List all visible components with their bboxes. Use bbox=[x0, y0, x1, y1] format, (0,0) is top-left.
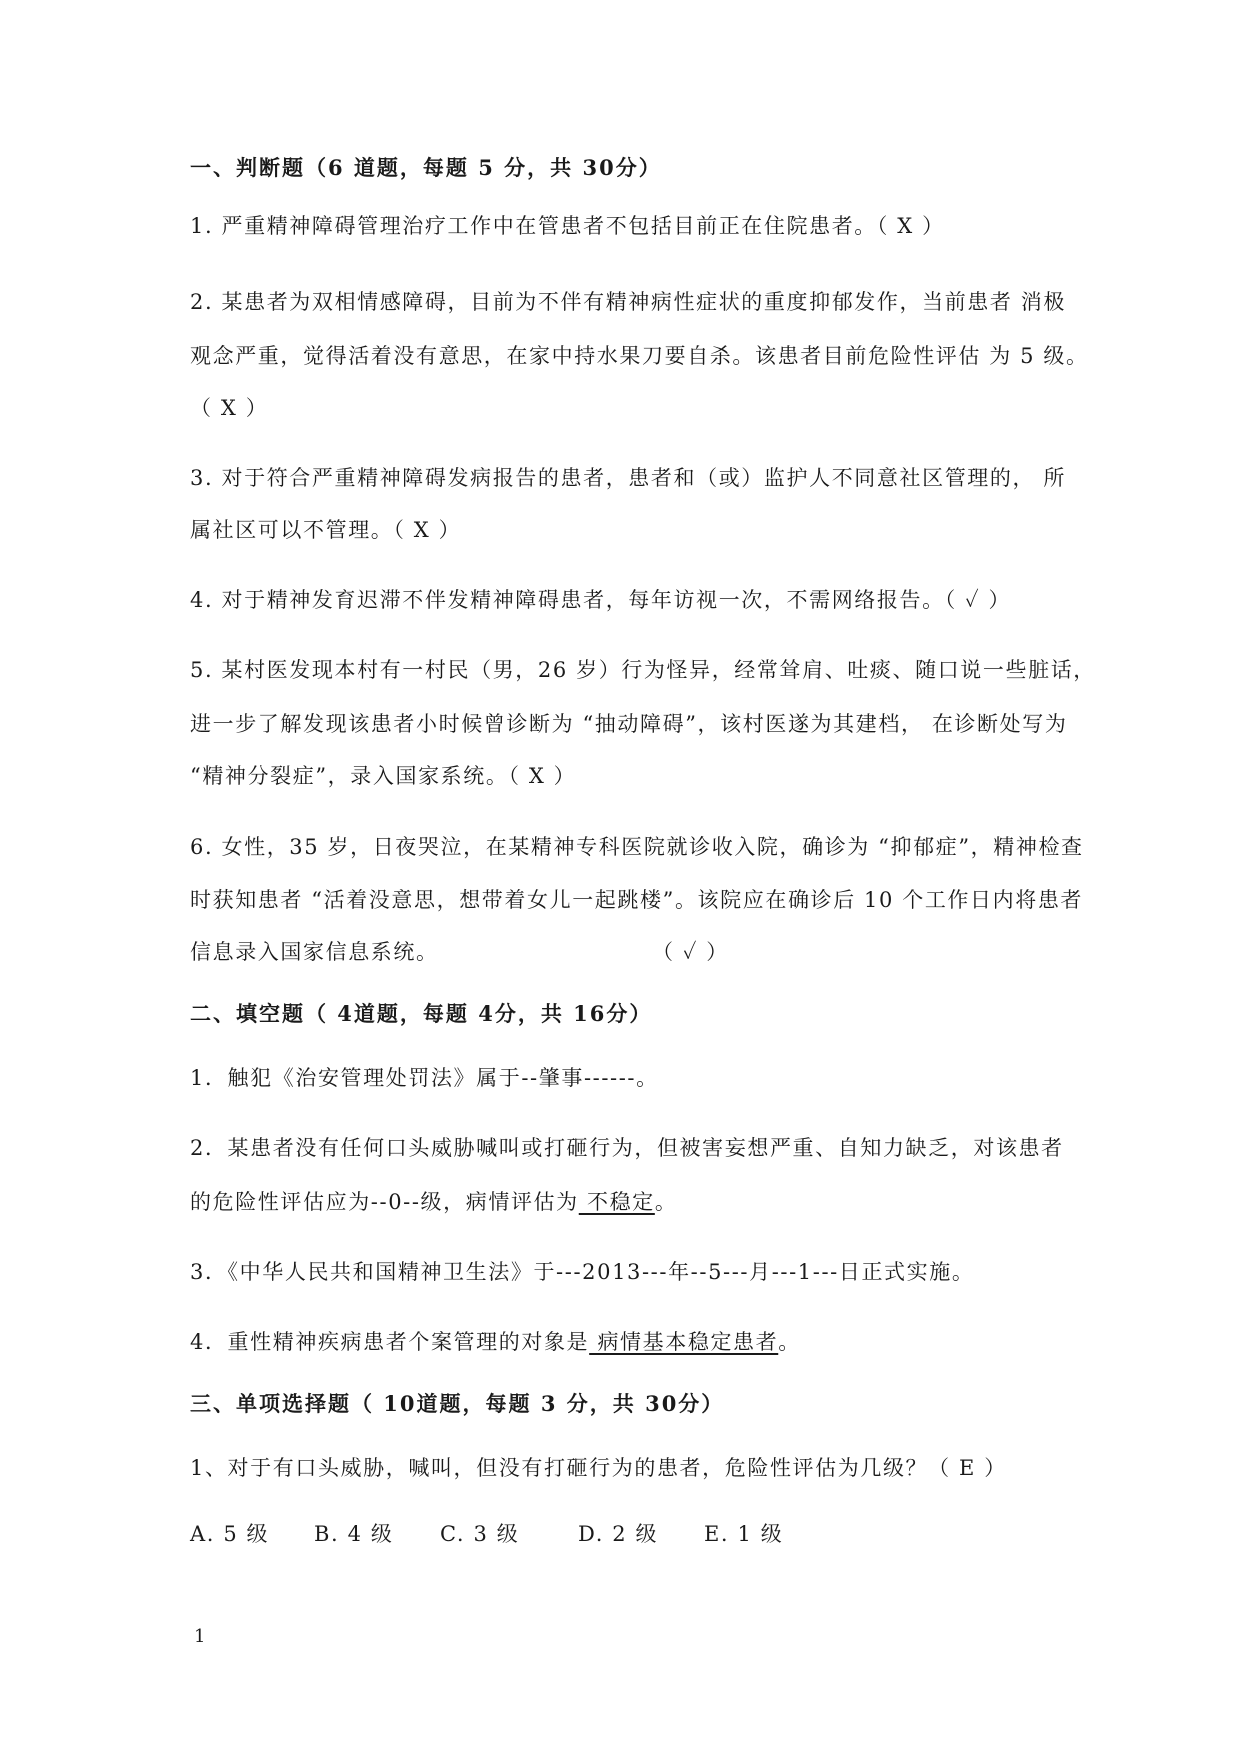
fill-question-3: 3．《中华人民共和国精神卫生法》于---2013---年--5---月---1---日正式实施。 bbox=[190, 1260, 975, 1284]
section-3-heading: 三、单项选择题（ 10道题，每题 3 分，共 30分） bbox=[190, 1391, 725, 1416]
fill-question-2-line-2 bbox=[190, 1188, 677, 1216]
fill-question-2-suffix: 。 bbox=[654, 1190, 678, 1214]
judgment-question-2-line-2: 观念严重，觉得活着没有意思，在家中持水果刀要自杀。该患者目前危险性评估 为 5 级。 bbox=[190, 344, 1089, 368]
section-2-heading: 二、填空题（ 4道题，每题 4分，共 16分） bbox=[190, 1001, 653, 1026]
judgment-question-5-line-3: “精神分裂症”，录入国家系统。（ X ） bbox=[190, 764, 577, 788]
section-1-heading: 一、判断题（6 道题，每题 5 分，共 30分） bbox=[190, 155, 662, 180]
fill-question-2-answer: 不稳定 bbox=[578, 1190, 655, 1214]
choice-option-b: B. 4 级 bbox=[314, 1522, 394, 1546]
choice-option-a: A. 5 级 bbox=[190, 1522, 270, 1546]
fill-question-4-suffix: 。 bbox=[778, 1330, 801, 1354]
judgment-question-6-line-3: 信息录入国家信息系统。 bbox=[190, 940, 439, 964]
judgment-question-3-line-2: 属社区可以不管理。（ X ） bbox=[190, 518, 462, 542]
judgment-question-1: 1. 严重精神障碍管理治疗工作中在管患者不包括目前正在住院患者。（ X ） bbox=[190, 214, 945, 238]
judgment-question-3-line-1: 3. 对于符合严重精神障碍发病报告的患者，患者和（或）监护人不同意社区管理的， 所 bbox=[190, 466, 1066, 490]
fill-question-4-answer: 病情基本稳定患者 bbox=[589, 1330, 779, 1354]
choice-option-d: D. 2 级 bbox=[578, 1522, 659, 1546]
fill-question-2-prefix: 的危险性评估应为--0--级，病情评估为 bbox=[190, 1190, 579, 1214]
fill-question-1: 1．触犯《治安管理处罚法》属于--肇事------。 bbox=[190, 1066, 659, 1090]
choice-option-c: C. 3 级 bbox=[440, 1522, 520, 1546]
page-number: 1 bbox=[194, 1626, 206, 1647]
judgment-question-5-line-2: 进一步了解发现该患者小时候曾诊断为 “抽动障碍”，该村医遂为其建档， 在诊断处写为 bbox=[190, 712, 1068, 736]
judgment-question-6-line-2: 时获知患者 “活着没意思，想带着女儿一起跳楼”。该院应在确诊后 10 个工作日内将患者 bbox=[190, 888, 1084, 912]
fill-question-4-prefix: 4．重性精神疾病患者个案管理的对象是 bbox=[190, 1330, 590, 1354]
judgment-question-6-line-1: 6. 女性，35 岁，日夜哭泣，在某精神专科医院就诊收入院，确诊为 “抑郁症”，精神检查 bbox=[190, 835, 1084, 859]
judgment-question-2-line-1: 2. 某患者为双相情感障碍，目前为不伴有精神病性症状的重度抑郁发作，当前患者 消极 bbox=[190, 290, 1066, 314]
choice-option-e: E. 1 级 bbox=[704, 1522, 784, 1546]
judgment-question-5-line-1: 5. 某村医发现本村有一村民（男，26 岁）行为怪异，经常耸肩、吐痰、随口说一些脏话， bbox=[190, 658, 1096, 682]
fill-question-2-line-1: 2．某患者没有任何口头威胁喊叫或打砸行为，但被害妄想严重、自知力缺乏，对该患者 bbox=[190, 1136, 1064, 1160]
choice-question-1: 1、对于有口头威胁，喊叫，但没有打砸行为的患者，危险性评估为几级？（ E ） bbox=[190, 1456, 1007, 1480]
judgment-question-2-answer: （ X ） bbox=[190, 396, 269, 420]
fill-question-4 bbox=[190, 1328, 801, 1356]
judgment-question-6-answer: （ ✓ ） bbox=[652, 940, 729, 964]
judgment-question-4: 4. 对于精神发育迟滞不伴发精神障碍患者，每年访视一次，不需网络报告。（ ✓ ） bbox=[190, 588, 1012, 612]
